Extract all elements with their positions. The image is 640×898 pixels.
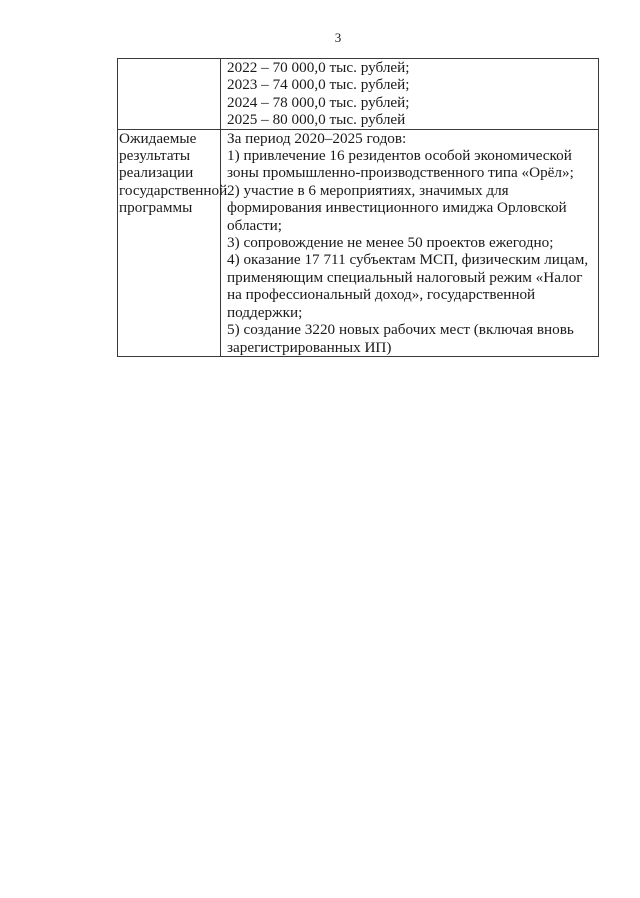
funding-line-2022: 2022 – 70 000,0 тыс. рублей; bbox=[227, 59, 410, 76]
funding-line-2025: 2025 – 80 000,0 тыс. рублей bbox=[227, 111, 406, 129]
result-item-3: 3) сопровождение не менее 50 проектов ежегодно; bbox=[227, 234, 554, 252]
table-row-expected-results bbox=[118, 129, 599, 356]
result-item-4-cont: поддержки; bbox=[227, 303, 303, 321]
label-line: результаты bbox=[119, 147, 191, 165]
label-line: Ожидаемые bbox=[119, 129, 197, 147]
expected-results-label-cell bbox=[118, 129, 228, 356]
funding-line-2023: 2023 – 74 000,0 тыс. рублей; bbox=[227, 76, 410, 94]
result-item-2-cont: формирования инвестиционного имиджа Орловской bbox=[227, 199, 567, 217]
results-period-heading: За период 2020–2025 годов: bbox=[227, 129, 407, 147]
label-line: программы bbox=[119, 199, 193, 217]
result-item-4-cont: применяющим специальный налоговый режим «Налог bbox=[227, 268, 583, 286]
result-item-1: 1) привлечение 16 резидентов особой экономической bbox=[227, 147, 572, 165]
expected-results-value-cell bbox=[221, 129, 599, 356]
page-number: 3 bbox=[334, 30, 342, 45]
table-row-funding-by-year bbox=[118, 59, 599, 130]
row-label-cell-empty bbox=[118, 59, 221, 130]
result-item-2-cont: области; bbox=[227, 216, 282, 234]
funding-line-2024: 2024 – 78 000,0 тыс. рублей; bbox=[227, 93, 410, 111]
result-item-2: 2) участие в 6 мероприятиях, значимых для bbox=[227, 181, 509, 199]
label-line: реализации bbox=[119, 164, 194, 182]
result-item-4-cont: на профессиональный доход», государственной bbox=[227, 286, 536, 304]
result-item-5: 5) создание 3220 новых рабочих мест (включая вновь bbox=[227, 321, 574, 339]
program-passport-table bbox=[117, 58, 599, 357]
label-line: государственной bbox=[119, 181, 228, 199]
result-item-4: 4) оказание 17 711 субъектам МСП, физическим лицам, bbox=[227, 251, 589, 269]
funding-values-cell bbox=[221, 59, 599, 130]
result-item-5-cont: зарегистрированных ИП) bbox=[227, 338, 392, 356]
result-item-1-cont: зоны промышленно-производственного типа «Орёл»; bbox=[227, 164, 574, 182]
